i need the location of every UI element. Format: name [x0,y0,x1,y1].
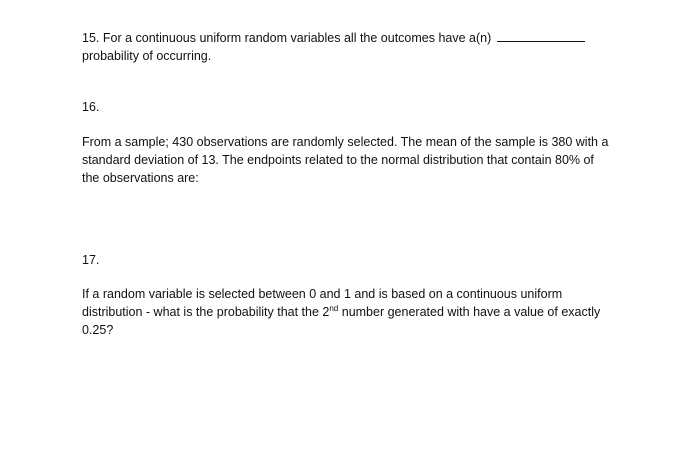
question-17-number: 17. [82,253,100,267]
question-15 [82,29,642,65]
question-17-text-line-2-post: number generated with have a value of exactly [338,305,601,319]
ordinal-suffix: nd [329,303,339,313]
question-16-text-line-2: standard deviation of 13. The endpoints related to the normal distribution that contain 80% of [82,153,594,167]
question-17-text-line-2 [82,303,642,321]
question-15-text-line-1: For a continuous uniform random variables all the outcomes have a(n) [102,31,492,45]
question-16-text-line-3: the observations are: [82,171,199,185]
question-15-line-1 [82,29,642,47]
answer-blank-line [497,29,585,42]
question-15-text-line-2: probability of occurring. [82,49,212,63]
question-17-text-line-2-pre: distribution - what is the probability that the 2 [82,305,330,319]
question-16-text-line-1: From a sample; 430 observations are randomly selected. The mean of the sample is 380 with a [82,135,609,149]
question-16-text [82,133,642,187]
question-16-number: 16. [82,100,100,114]
question-17-text [82,285,642,339]
question-17-text-line-3: 0.25? [82,323,114,337]
question-17-text-line-1: If a random variable is selected between 0 and 1 and is based on a continuous uniform [82,287,563,301]
question-15-number: 15. [82,31,100,45]
